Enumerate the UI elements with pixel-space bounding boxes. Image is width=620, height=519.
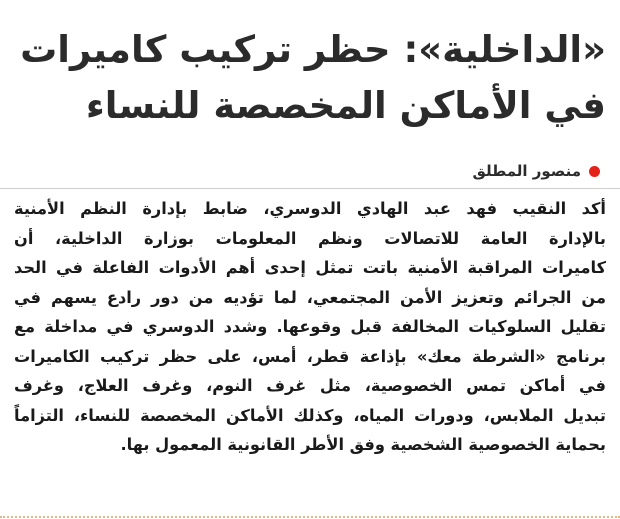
author-name: منصور المطلق	[472, 162, 581, 180]
headline	[16, 22, 606, 134]
bottom-divider	[0, 516, 620, 518]
byline	[472, 158, 600, 184]
body-line: من الجرائم وتعزيز الأمن المجتمعي، لما تؤديه من دور رادع يسهم في	[14, 287, 606, 307]
bullet-dot-icon	[589, 166, 600, 177]
article-body	[14, 194, 606, 460]
headline-line: في الأماكن المخصصة للنساء	[85, 84, 606, 127]
body-line: كاميرات المراقبة الأمنية باتت تمثل إحدى أهم الأدوات الفاعلة في الحد	[14, 258, 606, 277]
body-line: تقليل السلوكيات المخالفة قبل وقوعها. وشدد الدوسري في مداخلة مع	[14, 317, 606, 336]
headline-line: «الداخلية»: حظر تركيب كاميرات	[20, 28, 606, 71]
body-line: أكد النقيب فهد عبد الهادي الدوسري، ضابط بإدارة النظم الأمنية	[14, 199, 606, 218]
body-line: تبديل الملابس، ودورات المياه، وكذلك الأماكن المخصصة للنساء، التزاماً	[14, 405, 606, 425]
body-line: بالإدارة العامة للاتصالات ونظم المعلومات بوزارة الداخلية، أن	[14, 228, 606, 248]
body-line: برنامج «الشرطة معك» بإذاعة قطر، أمس، على حظر تركيب الكاميرات	[14, 346, 606, 366]
body-line: بحماية الخصوصية الشخصية وفق الأطر القانونية المعمول بها.	[120, 435, 606, 454]
body-line: في أماكن تمس الخصوصية، مثل غرف النوم، وغرف العلاج، وغرف	[14, 376, 606, 395]
top-divider	[0, 188, 620, 189]
